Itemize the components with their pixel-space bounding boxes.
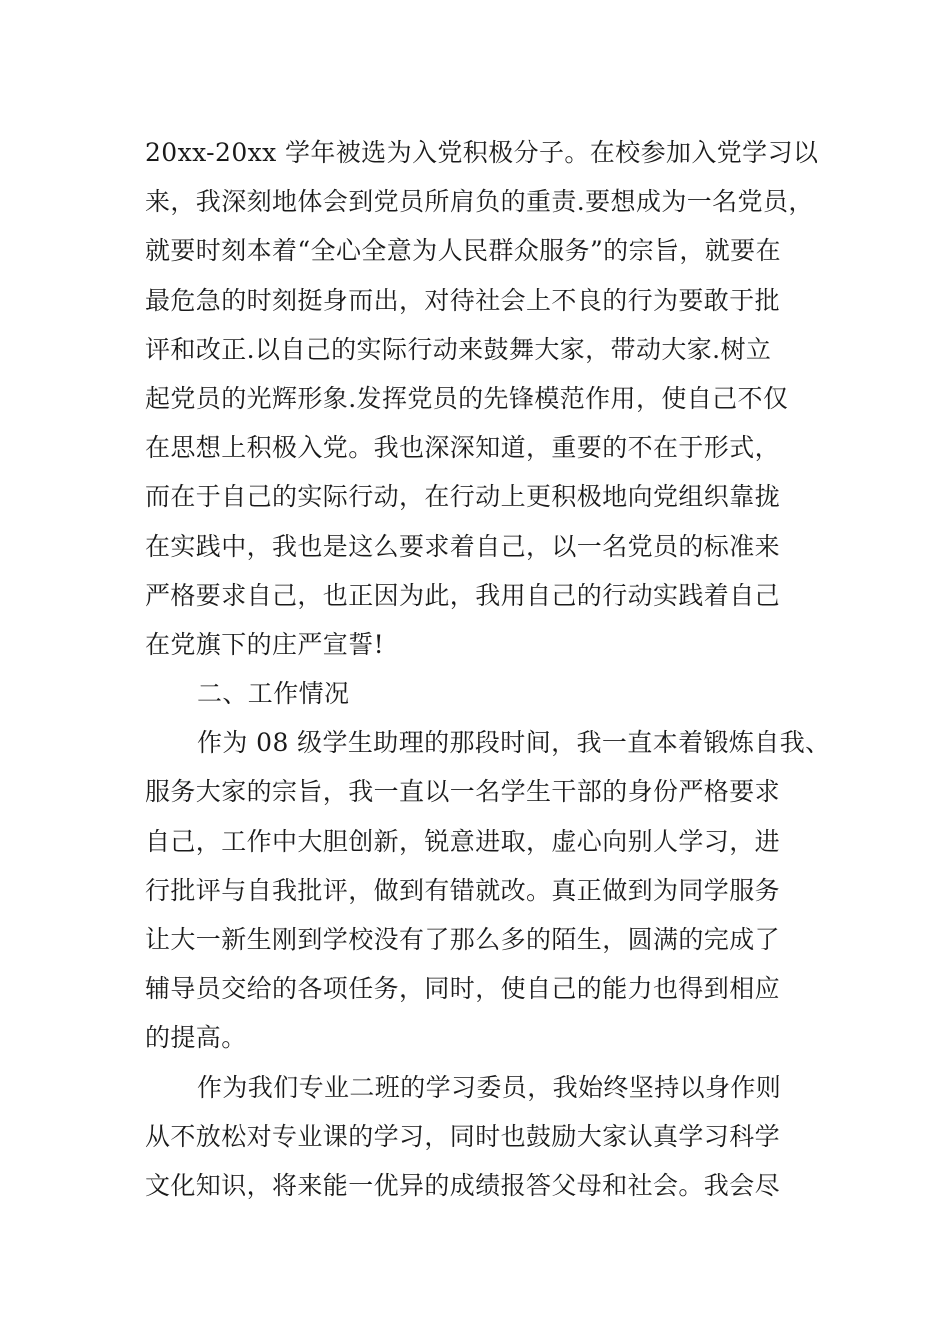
- text-line: 严格要求自己，也正因为此，我用自己的行动实践着自己: [145, 580, 781, 610]
- text-line: 20xx-20xx 学年被选为入党积极分子。在校参加入党学习以: [145, 138, 819, 167]
- text-line: 的提高。: [145, 1023, 247, 1053]
- text-line: 最危急的时刻挺身而出，对待社会上不良的行为要敢于批: [145, 285, 781, 315]
- document-body: [145, 128, 831, 1210]
- text-line: 起党员的光辉形象.发挥党员的先锋模范作用，使自己不仅: [145, 383, 789, 413]
- text-line: 辅导员交给的各项任务，同时，使自己的能力也得到相应: [145, 974, 781, 1004]
- text-line: 在党旗下的庄严宣誓!: [145, 629, 385, 659]
- text-line: 作为 08 级学生助理的那段时间，我一直本着锻炼自我、: [197, 728, 831, 758]
- text-line: 而在于自己的实际行动，在行动上更积极地向党组织靠拢: [145, 482, 781, 512]
- text-line: 来，我深刻地体会到党员所肩负的重责.要想成为一名党员，: [145, 187, 814, 217]
- text-line: 就要时刻本着“全心全意为人民群众服务”的宗旨，就要在: [145, 236, 781, 266]
- text-line: 服务大家的宗旨，我一直以一名学生干部的身份严格要求: [145, 777, 781, 807]
- text-line: 二、工作情况: [197, 679, 350, 709]
- text-line: 文化知识，将来能一优异的成绩报答父母和社会。我会尽: [145, 1170, 781, 1200]
- text-line: 作为我们专业二班的学习委员，我始终坚持以身作则: [197, 1072, 782, 1102]
- text-line: 让大一新生刚到学校没有了那么多的陌生，圆满的完成了: [145, 925, 781, 954]
- text-line: 在思想上积极入党。我也深深知道，重要的不在于形式，: [145, 433, 781, 463]
- text-line: 从不放松对专业课的学习，同时也鼓励大家认真学习科学: [145, 1121, 781, 1151]
- text-line: 自己，工作中大胆创新，锐意进取，虚心向别人学习，进: [145, 826, 781, 856]
- text-line: 在实践中，我也是这么要求着自己，以一名党员的标准来: [145, 531, 781, 561]
- text-line: 评和改正.以自己的实际行动来鼓舞大家，带动大家.树立: [145, 334, 772, 364]
- text-line: 行批评与自我批评，做到有错就改。真正做到为同学服务: [145, 875, 781, 905]
